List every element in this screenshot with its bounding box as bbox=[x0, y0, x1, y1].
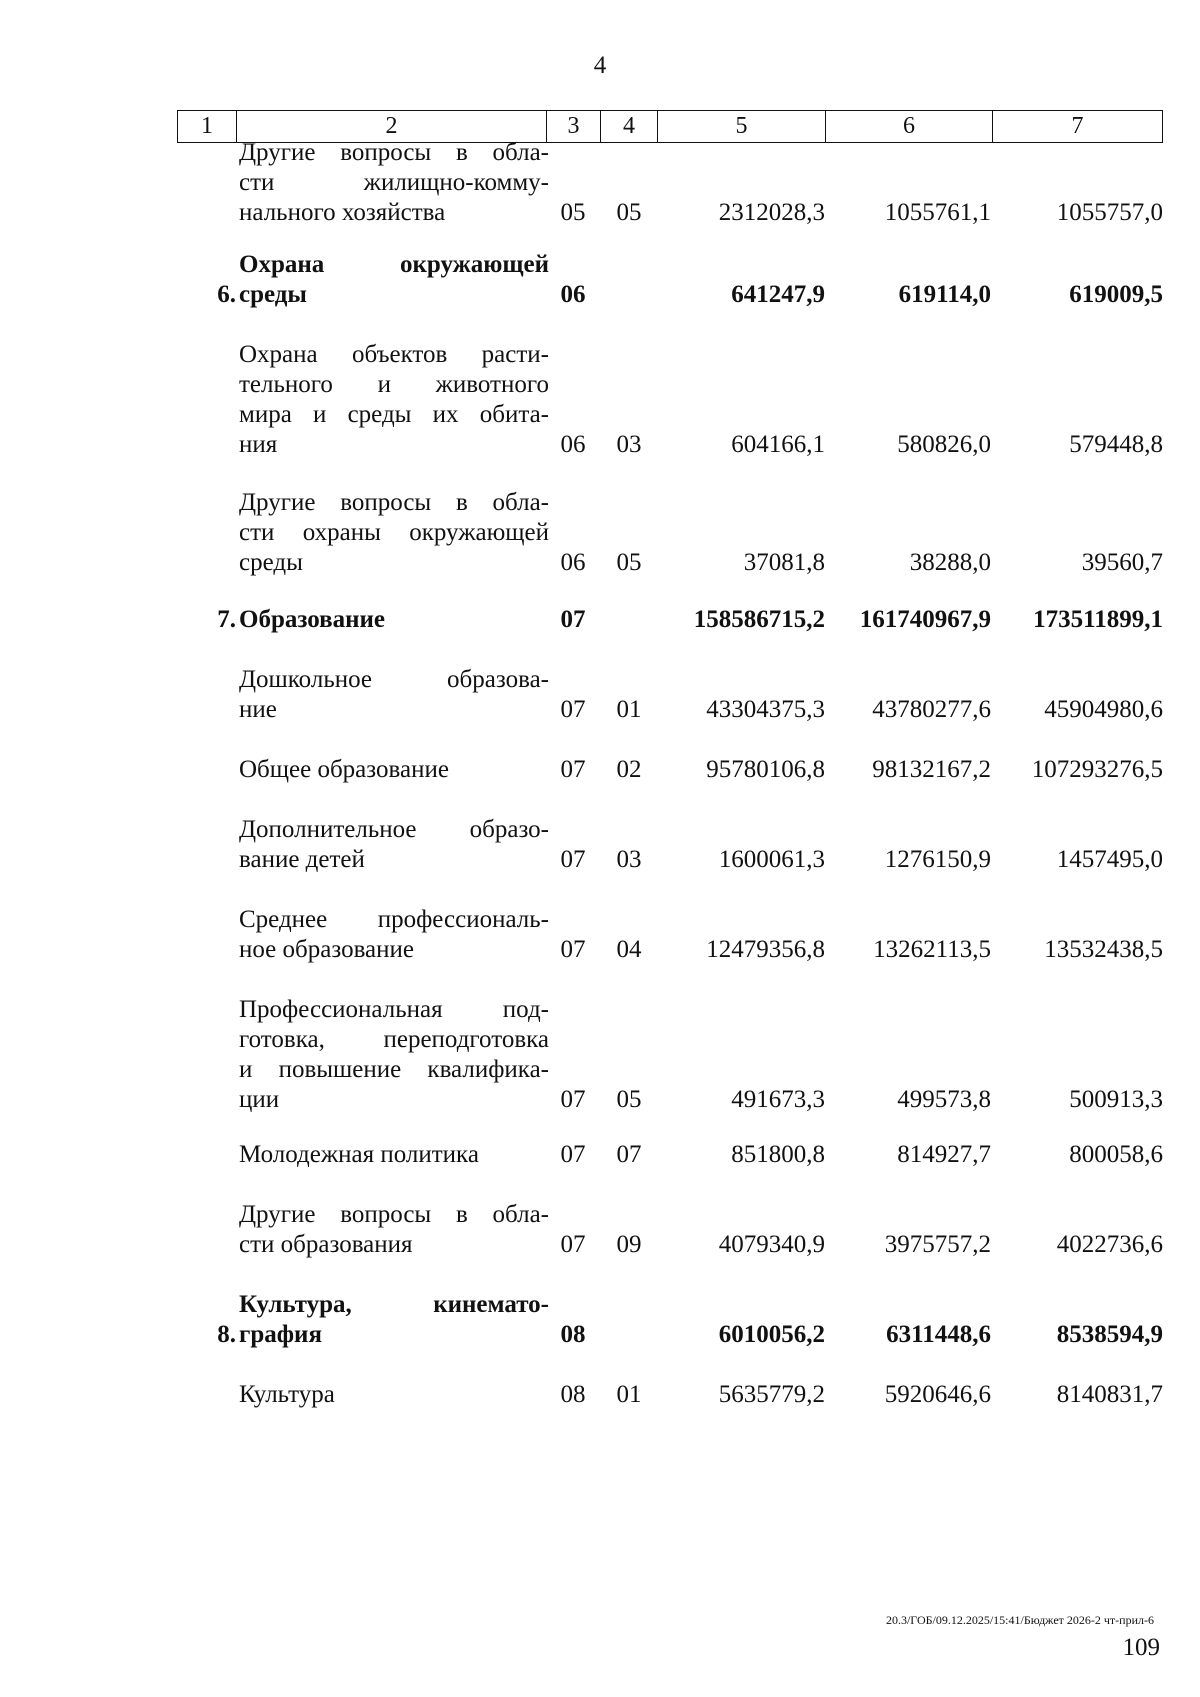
table-row bbox=[177, 665, 1163, 725]
row-value-col5: 43304375,3 bbox=[706, 696, 825, 723]
row-name bbox=[239, 488, 549, 578]
row-name bbox=[239, 605, 549, 635]
row-name bbox=[239, 138, 549, 228]
row-value-col5: 4079340,9 bbox=[718, 1231, 825, 1258]
row-value-col6: 161740967,9 bbox=[859, 606, 991, 633]
row-section-code: 07 bbox=[560, 756, 586, 783]
row-name-line: среды bbox=[239, 549, 303, 576]
row-name-line: Культура, кинемато- bbox=[239, 1291, 549, 1318]
row-name-line: Дошкольное образова- bbox=[239, 666, 549, 693]
row-value-col7: 173511899,1 bbox=[1033, 606, 1163, 633]
row-subsection-code: 05 bbox=[616, 199, 642, 226]
row-section-code: 07 bbox=[560, 606, 586, 633]
row-value-col6: 38288,0 bbox=[909, 549, 991, 576]
row-name-line: ние bbox=[239, 696, 277, 723]
row-value-col6: 580826,0 bbox=[897, 431, 991, 458]
row-number: 8. bbox=[217, 1321, 236, 1348]
row-name bbox=[239, 1200, 549, 1260]
table-row bbox=[177, 488, 1163, 578]
row-value-col5: 1600061,3 bbox=[718, 846, 825, 873]
row-subsection-code: 01 bbox=[616, 1381, 642, 1408]
row-subsection-code: 03 bbox=[616, 431, 642, 458]
row-name-line: Другие вопросы в обла- bbox=[239, 139, 549, 166]
table-row bbox=[177, 250, 1163, 310]
row-name-line: мира и среды их обита- bbox=[239, 401, 549, 428]
table-row bbox=[177, 755, 1163, 785]
row-name bbox=[239, 1380, 549, 1410]
row-value-col5: 5635779,2 bbox=[718, 1381, 825, 1408]
row-name-line: тельного и животного bbox=[239, 371, 549, 398]
row-subsection-code: 04 bbox=[616, 936, 642, 963]
row-number: 7. bbox=[217, 606, 236, 633]
row-name-line: Дополнительное образо- bbox=[239, 816, 549, 843]
row-value-col6: 814927,7 bbox=[897, 1141, 991, 1168]
row-value-col7: 8140831,7 bbox=[1056, 1381, 1163, 1408]
table-row bbox=[177, 905, 1163, 965]
row-value-col6: 1055761,1 bbox=[884, 199, 991, 226]
row-name-line: ции bbox=[239, 1086, 280, 1113]
row-value-col5: 158586715,2 bbox=[693, 606, 825, 633]
row-value-col6: 6311448,6 bbox=[886, 1321, 991, 1348]
row-value-col6: 43780277,6 bbox=[872, 696, 991, 723]
row-name-line: среды bbox=[239, 281, 307, 308]
row-value-col6: 5920646,6 bbox=[884, 1381, 991, 1408]
row-section-code: 06 bbox=[560, 281, 586, 308]
row-name bbox=[239, 340, 549, 460]
row-section-code: 07 bbox=[560, 1141, 586, 1168]
row-name-line: ное образование bbox=[239, 936, 414, 963]
row-name-line: Охрана объектов расти- bbox=[239, 341, 549, 368]
row-section-code: 07 bbox=[560, 936, 586, 963]
row-value-col7: 619009,5 bbox=[1069, 281, 1163, 308]
table-row bbox=[177, 1200, 1163, 1260]
row-name bbox=[239, 905, 549, 965]
row-value-col6: 499573,8 bbox=[897, 1086, 991, 1113]
row-name-line: Профессиональная под- bbox=[239, 996, 549, 1023]
row-value-col7: 45904980,6 bbox=[1044, 696, 1163, 723]
row-value-col5: 641247,9 bbox=[731, 281, 825, 308]
row-subsection-code: 01 bbox=[616, 696, 642, 723]
row-subsection-code: 07 bbox=[616, 1141, 642, 1168]
row-value-col7: 1055757,0 bbox=[1056, 199, 1163, 226]
row-number: 6. bbox=[217, 281, 236, 308]
row-subsection-code: 05 bbox=[616, 1086, 642, 1113]
header-col-6: 6 bbox=[826, 111, 993, 142]
row-name bbox=[239, 755, 549, 785]
row-name-line: Образование bbox=[239, 606, 386, 633]
header-col-3: 3 bbox=[547, 111, 601, 142]
row-value-col7: 800058,6 bbox=[1069, 1141, 1163, 1168]
header-col-1: 1 bbox=[178, 111, 237, 142]
row-value-col6: 619114,0 bbox=[898, 281, 991, 308]
row-value-col6: 98132167,2 bbox=[872, 756, 991, 783]
row-name-line: готовка, переподготовка bbox=[239, 1026, 549, 1053]
table-row bbox=[177, 1290, 1163, 1350]
row-subsection-code: 09 bbox=[616, 1231, 642, 1258]
table-row bbox=[177, 1380, 1163, 1410]
row-value-col7: 1457495,0 bbox=[1056, 846, 1163, 873]
row-name-line: вание детей bbox=[239, 846, 365, 873]
row-name-line: сти охраны окружающей bbox=[239, 519, 549, 546]
row-section-code: 07 bbox=[560, 1231, 586, 1258]
row-section-code: 08 bbox=[560, 1321, 586, 1348]
row-name-line: Общее образование bbox=[239, 756, 449, 783]
row-value-col6: 3975757,2 bbox=[884, 1231, 991, 1258]
row-value-col7: 107293276,5 bbox=[1031, 756, 1163, 783]
table-row bbox=[177, 815, 1163, 875]
row-name bbox=[239, 815, 549, 875]
row-subsection-code: 03 bbox=[616, 846, 642, 873]
row-name-line: Другие вопросы в обла- bbox=[239, 489, 549, 516]
row-name bbox=[239, 1290, 549, 1350]
row-value-col6: 1276150,9 bbox=[884, 846, 991, 873]
row-value-col7: 579448,8 bbox=[1069, 431, 1163, 458]
row-name-line: сти образования bbox=[239, 1231, 413, 1258]
row-name bbox=[239, 250, 549, 310]
row-name-line: ния bbox=[239, 431, 278, 458]
row-value-col5: 95780106,8 bbox=[706, 756, 825, 783]
row-value-col5: 851800,8 bbox=[731, 1141, 825, 1168]
row-name bbox=[239, 1140, 549, 1170]
row-value-col7: 4022736,6 bbox=[1056, 1231, 1163, 1258]
table-row bbox=[177, 340, 1163, 460]
row-value-col5: 604166,1 bbox=[731, 431, 825, 458]
table-row bbox=[177, 605, 1163, 635]
table-row bbox=[177, 138, 1163, 228]
row-name-line: Другие вопросы в обла- bbox=[239, 1201, 549, 1228]
row-value-col5: 491673,3 bbox=[731, 1086, 825, 1113]
row-section-code: 07 bbox=[560, 846, 586, 873]
row-value-col5: 2312028,3 bbox=[718, 199, 825, 226]
row-section-code: 05 bbox=[560, 199, 586, 226]
row-section-code: 08 bbox=[560, 1381, 586, 1408]
footer-doc-code: 20.3/ГОБ/09.12.2025/15:41/Бюджет 2026-2 чт-прил-6 bbox=[885, 1613, 1154, 1627]
row-subsection-code: 02 bbox=[616, 756, 642, 783]
row-value-col7: 8538594,9 bbox=[1056, 1321, 1163, 1348]
row-subsection-code: 05 bbox=[616, 549, 642, 576]
row-name-line: сти жилищно-комму- bbox=[239, 169, 549, 196]
row-name-line: нального хозяйства bbox=[239, 199, 446, 226]
row-value-col6: 13262113,5 bbox=[873, 936, 991, 963]
row-name-line: и повышение квалифика- bbox=[239, 1056, 549, 1083]
row-name-line: графия bbox=[239, 1321, 322, 1348]
row-name-line: Молодежная политика bbox=[239, 1141, 479, 1168]
table-row bbox=[177, 1140, 1163, 1170]
header-col-7: 7 bbox=[1071, 113, 1084, 139]
row-section-code: 07 bbox=[560, 696, 586, 723]
row-name bbox=[239, 665, 549, 725]
row-name-line: Культура bbox=[239, 1381, 335, 1408]
row-value-col7: 500913,3 bbox=[1069, 1086, 1163, 1113]
table-row bbox=[177, 995, 1163, 1115]
row-name bbox=[239, 995, 549, 1115]
header-col-5: 5 bbox=[658, 111, 826, 142]
row-section-code: 06 bbox=[560, 549, 586, 576]
page-number: 4 bbox=[593, 52, 607, 79]
row-name-line: Охрана окружающей bbox=[239, 251, 549, 278]
row-value-col7: 13532438,5 bbox=[1044, 936, 1163, 963]
header-col-4: 4 bbox=[601, 111, 658, 142]
row-section-code: 06 bbox=[560, 431, 586, 458]
row-value-col7: 39560,7 bbox=[1081, 549, 1163, 576]
row-section-code: 07 bbox=[560, 1086, 586, 1113]
row-value-col5: 37081,8 bbox=[743, 549, 825, 576]
header-col-2: 2 bbox=[237, 111, 547, 142]
row-name-line: Среднее профессиональ- bbox=[239, 906, 549, 933]
row-value-col5: 6010056,2 bbox=[718, 1321, 825, 1348]
row-value-col5: 12479356,8 bbox=[706, 936, 825, 963]
footer-page-number: 109 bbox=[1122, 1634, 1160, 1661]
